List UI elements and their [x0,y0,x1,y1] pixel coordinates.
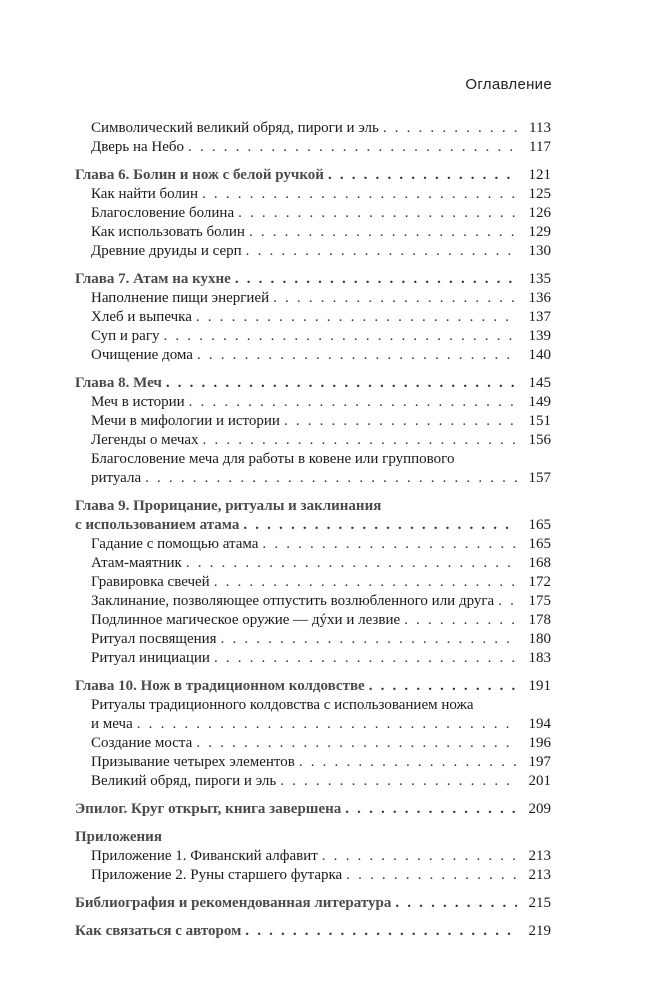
toc-entry [75,308,551,327]
toc-entry [75,753,551,772]
toc-entry-title: Хлеб и выпечка [91,309,192,325]
toc-entry-title: Ритуал инициации [91,650,210,666]
toc-page-number: 151 [528,413,551,429]
dot-leader [238,204,517,223]
dot-leader [166,374,517,393]
toc-entry-title: Глава 7. Атам на кухне [75,271,231,287]
toc-entry-title: Гадание с помощью атама [91,536,259,552]
running-head: Оглавление [465,76,552,93]
toc-entry [75,242,551,261]
toc-entry [75,573,551,592]
toc-entry-title: Призывание четырех элементов [91,754,295,770]
toc-chapter-entry [75,894,551,913]
toc-chapter-entry [75,922,551,941]
dot-leader [345,800,517,819]
toc-chapter-entry [75,800,551,819]
toc-entry-title: Библиография и рекомендованная литература [75,895,392,911]
toc-entry-title: Наполнение пищи энергией [91,290,270,306]
dot-leader [328,166,517,185]
toc-chapter-entry [75,270,551,289]
dot-leader [284,412,517,431]
toc-page-number: 178 [528,612,551,628]
dot-leader [243,516,517,535]
dot-leader [369,677,517,696]
toc-entry [75,138,551,157]
toc-page-number: 175 [528,593,551,609]
dot-leader [299,753,517,772]
dot-leader [383,119,517,138]
toc-entry-title: Создание моста [91,735,193,751]
dot-leader [196,308,517,327]
toc-entry-title: с использованием атама [75,517,240,533]
dot-leader [197,346,517,365]
dot-leader [188,138,517,157]
toc-entry-title: Суп и рагу [91,328,160,344]
toc-page-number: 165 [528,517,551,533]
toc-page-number: 180 [528,631,551,647]
dot-leader [214,573,517,592]
toc-page-number: 129 [528,224,551,240]
toc-entry-title: Меч в истории [91,394,185,410]
dot-leader [137,715,517,734]
toc-entry [75,592,551,611]
toc-entry [75,289,551,308]
toc-page-number: 213 [528,867,551,883]
toc-chapter-entry [75,516,551,535]
toc-page-number: 183 [528,650,551,666]
toc-entry [75,611,551,630]
toc-page-number: 121 [528,167,551,183]
toc-page-number: 215 [528,895,551,911]
dot-leader [164,327,518,346]
toc-page-number: 149 [528,394,551,410]
toc-entry [75,412,551,431]
dot-leader [395,894,517,913]
toc-page-number: 156 [528,432,551,448]
dot-leader [404,611,517,630]
toc-entry [75,223,551,242]
toc-page-number: 117 [529,139,551,155]
dot-leader [262,535,517,554]
toc-page-number: 191 [528,678,551,694]
toc-entry [75,431,551,450]
toc-entry [75,649,551,668]
toc-page-number: 165 [528,536,551,552]
dot-leader [145,469,517,488]
dot-leader [280,772,517,791]
toc-entry [75,715,551,734]
dot-leader [245,922,517,941]
toc-page-number: 130 [528,243,551,259]
toc-entry-title: Глава 8. Меч [75,375,162,391]
toc-entry-title: Приложение 1. Фиванский алфавит [91,848,318,864]
toc-page-number: 140 [528,347,551,363]
dot-leader [346,866,517,885]
toc-entry [75,535,551,554]
toc-chapter-entry [75,166,551,185]
toc-entry-title: Как найти болин [91,186,199,202]
dot-leader [235,270,517,289]
toc-entry-title: и меча [91,716,133,732]
toc-entry [75,204,551,223]
toc-entry-title: Приложение 2. Руны старшего футарка [91,867,343,883]
toc-page-number: 213 [528,848,551,864]
toc-chapter-entry [75,677,551,696]
toc-entry [75,185,551,204]
toc-entry-title: Как использовать болин [91,224,245,240]
dot-leader [498,592,517,611]
toc-page-number: 145 [528,375,551,391]
toc-chapter-title-line: Глава 9. Прорицание, ритуалы и заклинания [75,498,382,514]
toc-entry-title: Благословение болина [91,205,235,221]
table-of-contents [75,119,551,941]
toc-entry-title: Атам-маятник [91,555,182,571]
toc-entry [75,393,551,412]
toc-entry-title: Дверь на Небо [91,139,185,155]
toc-entry-title: Как связаться с автором [75,923,242,939]
toc-page-number: 168 [528,555,551,571]
toc-page-number: 219 [528,923,551,939]
toc-page-number: 125 [528,186,551,202]
toc-entry-title: Символический великий обряд, пироги и эль [91,120,379,136]
toc-page-number: 194 [528,716,551,732]
toc-entry-title: Древние друиды и серп [91,243,242,259]
toc-entry-title: Легенды о мечах [91,432,199,448]
toc-entry-title: Эпилог. Круг открыт, книга завершена [75,801,342,817]
toc-page-number: 139 [528,328,551,344]
toc-entry-title: Заклинание, позволяющее отпустить возлюбленного или друга [91,593,495,609]
toc-entry-title: Подлинное магическое оружие — дýхи и лезвие [91,612,401,628]
toc-entry-title: ритуала [91,470,142,486]
dot-leader [202,185,517,204]
toc-chapter-entry [75,374,551,393]
toc-entry [75,119,551,138]
toc-entry-title: Очищение дома [91,347,193,363]
toc-entry [75,554,551,573]
toc-page-number: 135 [528,271,551,287]
toc-entry [75,734,551,753]
dot-leader [214,649,517,668]
toc-entry-title: Гравировка свечей [91,574,210,590]
toc-entry-title-line: Ритуалы традиционного колдовства с использованием ножа [91,697,474,713]
dot-leader [196,734,517,753]
toc-page-number: 196 [528,735,551,751]
toc-chapter-title-line: Приложения [75,829,162,845]
toc-page-number: 113 [529,120,551,136]
dot-leader [203,431,517,450]
toc-page-number: 209 [528,801,551,817]
toc-entry-title: Глава 10. Нож в традиционном колдовстве [75,678,365,694]
toc-entry-title: Мечи в мифологии и истории [91,413,280,429]
toc-page-number: 126 [528,205,551,221]
toc-page-number: 136 [528,290,551,306]
toc-page-number: 137 [528,309,551,325]
toc-entry [75,772,551,791]
toc-page-number: 172 [528,574,551,590]
toc-entry-title: Великий обряд, пироги и эль [91,773,277,789]
toc-page-number: 197 [528,754,551,770]
dot-leader [186,554,517,573]
toc-page-number: 157 [528,470,551,486]
toc-entry [75,346,551,365]
toc-entry [75,469,551,488]
toc-entry [75,630,551,649]
dot-leader [322,847,517,866]
dot-leader [249,223,517,242]
dot-leader [246,242,517,261]
toc-entry [75,866,551,885]
toc-entry [75,327,551,346]
dot-leader [273,289,517,308]
dot-leader [189,393,517,412]
toc-entry-title: Глава 6. Болин и нож с белой ручкой [75,167,324,183]
toc-entry-title-line: Благословение меча для работы в ковене или группового [91,451,455,467]
dot-leader [221,630,517,649]
toc-entry-title: Ритуал посвящения [91,631,217,647]
toc-entry [75,847,551,866]
toc-page-number: 201 [528,773,551,789]
